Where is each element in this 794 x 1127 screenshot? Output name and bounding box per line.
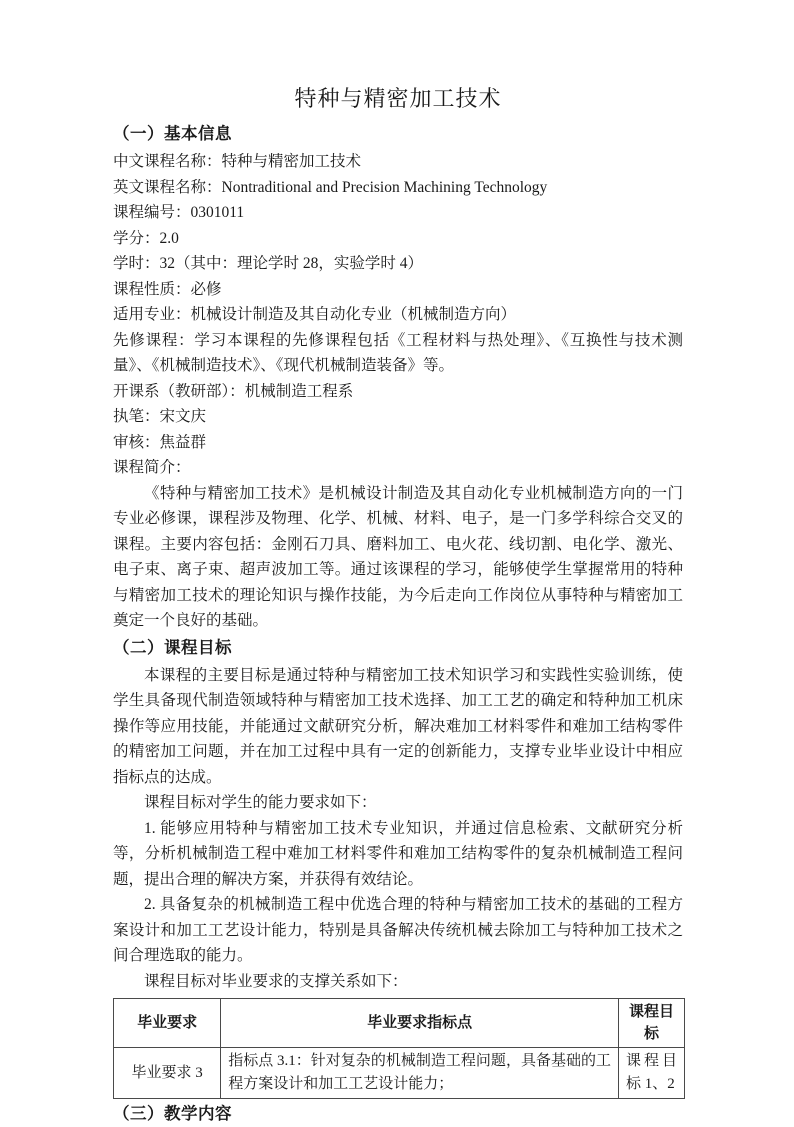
field-department: 开课系（教研部）：机械制造工程系 [113, 382, 354, 400]
page-title: 特种与精密加工技术 [294, 86, 502, 111]
column-header-course-objective: 课程目标 [619, 999, 685, 1048]
support-table [113, 998, 685, 1099]
table-row [114, 1048, 685, 1099]
objectives-overview-paragraph: 本课程的主要目标是通过特种与精密加工技术知识学习和实践性实验训练，使学生具备现代制造领域特种与精密加工技术选择、加工工艺的确定和特种加工机床操作等应用技能，并能通过文献研究分析，解决难加工材料零件和难加工结构零件的精密加工问题，并在加工过程中具有一定的创新能力，支撑专业毕业设计中相应指标点的达成。 [113, 666, 683, 786]
field-class-hours: 学时：32（其中：理论学时 28，实验学时 4） [113, 255, 424, 272]
field-reviewer: 审核：焦益群 [113, 433, 207, 451]
field-english-course-name: 英文课程名称：Nontraditional and Precision Machining Technology [113, 178, 548, 196]
course-intro-paragraph: 《特种与精密加工技术》是机械设计制造及其自动化专业机械制造方向的一门专业必修课，课程涉及物理、化学、机械、材料、电子，是一门多学科综合交叉的课程。主要内容包括：金刚石刀具、磨料加工、电火花、线切割、电化学、激光、电子束、离子束、超声波加工等。通过该课程的学习，能够使学生掌握常用的特种与精密加工技术的理论知识与操作技能，为今后走向工作岗位从事特种与精密加工奠定一个良好的基础。 [113, 484, 683, 629]
cell-requirement-indicator: 指标点 3.1：针对复杂的机械制造工程问题，具备基础的工程方案设计和加工工艺设计能力； [221, 1048, 619, 1099]
field-course-intro-label: 课程简介： [113, 459, 191, 476]
support-relation-lead-in: 课程目标对毕业要求的支撑关系如下： [144, 972, 408, 990]
table-header-row [114, 999, 685, 1048]
cell-course-objective: 课程目标 1、2 [619, 1048, 685, 1099]
column-header-graduation-requirement: 毕业要求 [114, 999, 221, 1048]
field-course-type: 课程性质：必修 [113, 280, 222, 298]
cell-graduation-requirement: 毕业要求 3 [114, 1048, 221, 1099]
objective-item-1: 1. 能够应用特种与精密加工技术专业知识，并通过信息检索、文献研究分析等，分析机械制造工程中难加工材料零件和难加工结构零件的复杂机械制造工程问题，提出合理的解决方案，并获得有效结论。 [113, 819, 683, 888]
section-heading-basic-info: （一）基本信息 [113, 125, 232, 143]
field-author: 执笔：宋文庆 [113, 408, 207, 425]
section-heading-teaching-content: （三）教学内容 [113, 1105, 232, 1123]
field-applicable-major: 适用专业：机械设计制造及其自动化专业（机械制造方向） [113, 306, 517, 323]
ability-requirements-lead-in: 课程目标对学生的能力要求如下： [144, 794, 377, 811]
objective-item-2: 2. 具备复杂的机械制造工程中优选合理的特种与精密加工技术的基础的工程方案设计和加工工艺设计能力，特别是具备解决传统机械去除加工与特种加工技术之间合理选取的能力。 [113, 896, 683, 964]
column-header-requirement-indicator: 毕业要求指标点 [221, 999, 619, 1048]
field-prerequisites: 先修课程：学习本课程的先修课程包括《工程材料与热处理》、《互换性与技术测量》、《机械制造技术》、《现代机械制造装备》等。 [113, 331, 683, 374]
field-chinese-course-name: 中文课程名称：特种与精密加工技术 [113, 153, 362, 170]
section-heading-course-objectives: （二）课程目标 [113, 638, 232, 657]
field-course-code: 课程编号：0301011 [113, 204, 245, 221]
field-credits: 学分：2.0 [113, 229, 179, 247]
